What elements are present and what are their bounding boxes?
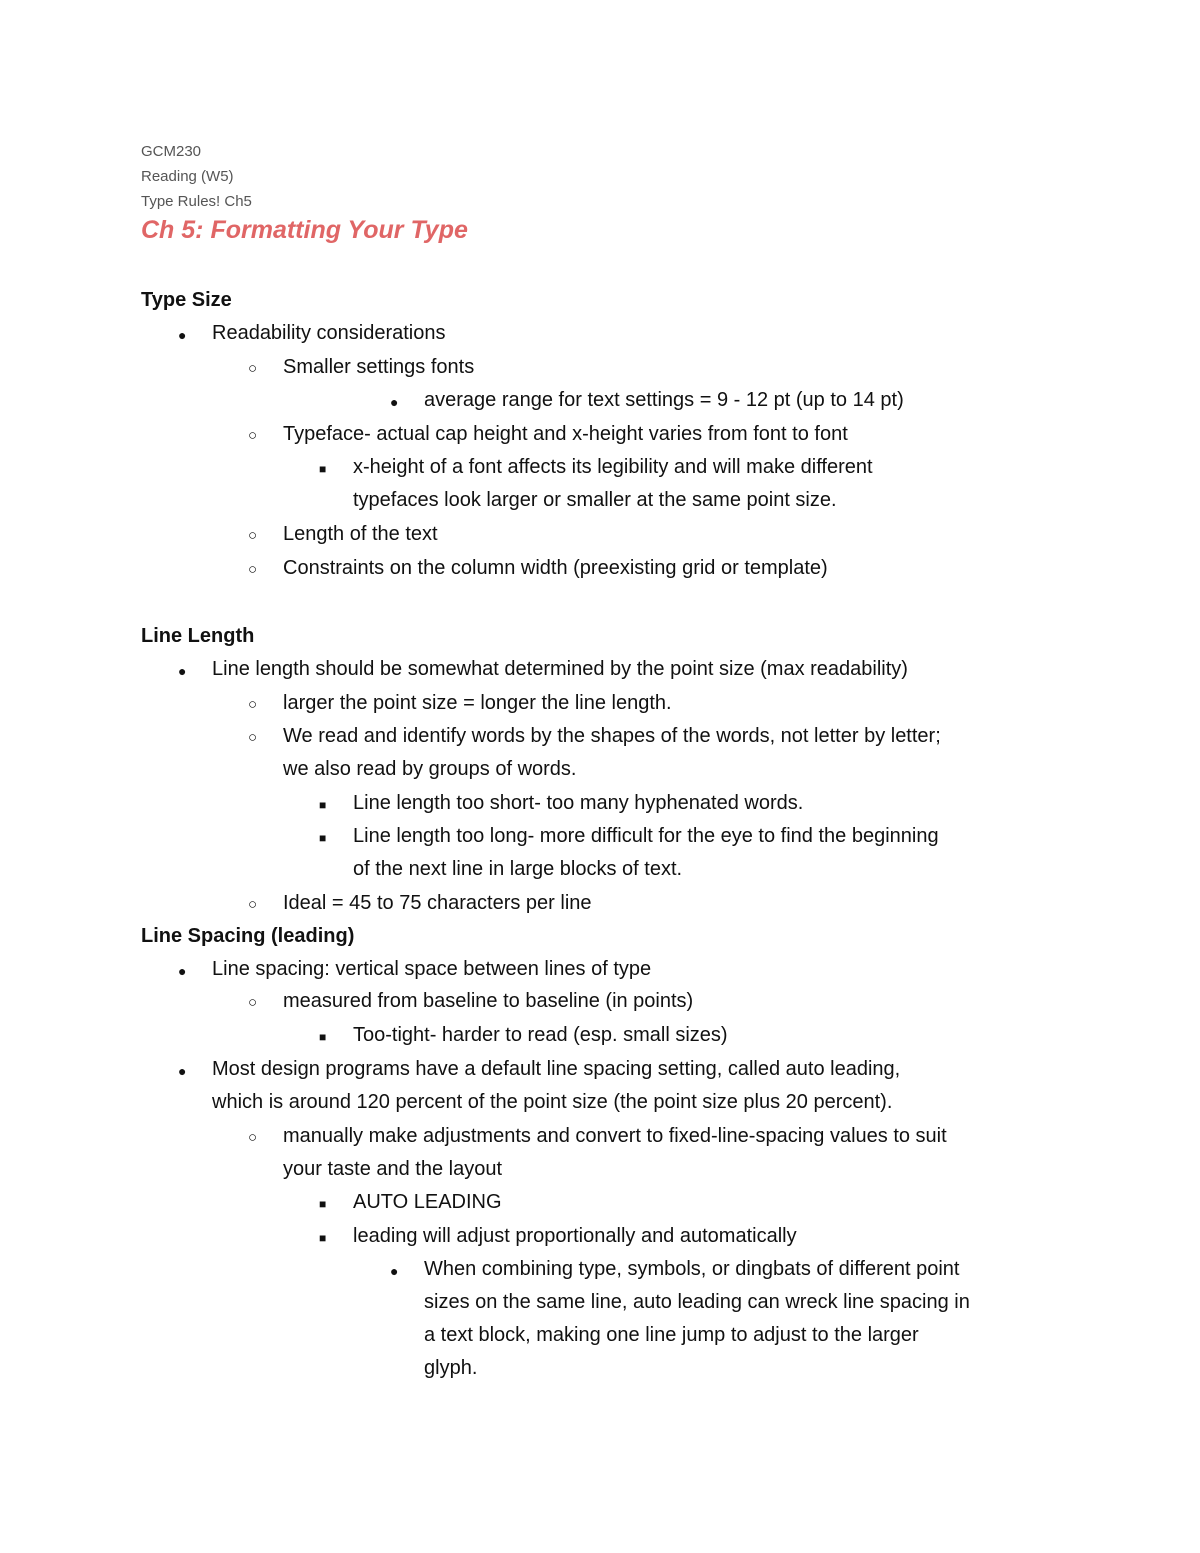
list-item: Ideal = 45 to 75 characters per line [283, 892, 592, 914]
bullet-circle-icon: ○ [248, 896, 258, 913]
list-item: larger the point size = longer the line length. [283, 692, 672, 714]
bullet-square-icon: ■ [319, 831, 327, 845]
bullet-square-icon: ■ [319, 1197, 327, 1211]
list-item: Length of the text [283, 523, 438, 545]
list-item: x-height of a font affects its legibility and will make different [353, 456, 873, 478]
list-item: average range for text settings = 9 - 12 pt (up to 14 pt) [424, 389, 904, 411]
bullet-circle-icon: ○ [248, 696, 258, 713]
bullet-circle-icon: ○ [248, 994, 258, 1011]
bullet-square-icon: ■ [319, 798, 327, 812]
bullet-square-icon: ■ [319, 1231, 327, 1245]
list-item: measured from baseline to baseline (in points) [283, 990, 694, 1012]
list-item: leading will adjust proportionally and automatically [353, 1225, 797, 1247]
page-title: Ch 5: Formatting Your Type [141, 216, 468, 244]
list-item: Readability considerations [212, 322, 446, 344]
bullet-square-icon: ■ [319, 1030, 327, 1044]
source-title: Type Rules! Ch5 [141, 193, 252, 210]
list-item: We read and identify words by the shapes of the words, not letter by letter; [283, 725, 941, 747]
bullet-disc-icon: ● [390, 394, 399, 410]
list-item: Line length should be somewhat determined by the point size (max readability) [212, 658, 908, 680]
bullet-circle-icon: ○ [248, 1129, 258, 1146]
bullet-circle-icon: ○ [248, 561, 258, 578]
list-item: Too-tight- harder to read (esp. small sizes) [353, 1024, 728, 1046]
list-item-continued: sizes on the same line, auto leading can wreck line spacing in [424, 1291, 970, 1313]
list-item-continued: of the next line in large blocks of text. [353, 858, 683, 880]
bullet-disc-icon: ● [178, 1063, 187, 1079]
list-item: Line length too long- more difficult for the eye to find the beginning [353, 825, 939, 847]
section-heading-line-length: Line Length [141, 625, 255, 647]
list-item: AUTO LEADING [353, 1191, 502, 1213]
bullet-circle-icon: ○ [248, 527, 258, 544]
bullet-square-icon: ■ [319, 462, 327, 476]
reading-week: Reading (W5) [141, 168, 234, 185]
list-item-continued: we also read by groups of words. [283, 758, 577, 780]
bullet-disc-icon: ● [178, 963, 187, 979]
bullet-disc-icon: ● [178, 663, 187, 679]
list-item: Typeface- actual cap height and x-height varies from font to font [283, 423, 848, 445]
list-item: manually make adjustments and convert to fixed-line-spacing values to suit [283, 1125, 947, 1147]
list-item-continued: your taste and the layout [283, 1158, 503, 1180]
list-item-continued: which is around 120 percent of the point size (the point size plus 20 percent). [212, 1091, 893, 1113]
list-item: Line length too short- too many hyphenated words. [353, 792, 804, 814]
bullet-disc-icon: ● [390, 1263, 399, 1279]
section-heading-type-size: Type Size [141, 289, 232, 311]
list-item-continued: glyph. [424, 1357, 478, 1379]
bullet-circle-icon: ○ [248, 427, 258, 444]
section-heading-line-spacing: Line Spacing (leading) [141, 925, 355, 947]
list-item: When combining type, symbols, or dingbats of different point [424, 1258, 960, 1280]
list-item: Smaller settings fonts [283, 356, 475, 378]
course-code: GCM230 [141, 143, 202, 160]
bullet-disc-icon: ● [178, 327, 187, 343]
list-item-continued: typefaces look larger or smaller at the same point size. [353, 489, 837, 511]
list-item: Constraints on the column width (preexisting grid or template) [283, 557, 828, 579]
list-item: Most design programs have a default line spacing setting, called auto leading, [212, 1058, 901, 1080]
bullet-circle-icon: ○ [248, 360, 258, 377]
bullet-circle-icon: ○ [248, 729, 258, 746]
list-item: Line spacing: vertical space between lines of type [212, 958, 652, 980]
list-item-continued: a text block, making one line jump to adjust to the larger [424, 1324, 919, 1346]
